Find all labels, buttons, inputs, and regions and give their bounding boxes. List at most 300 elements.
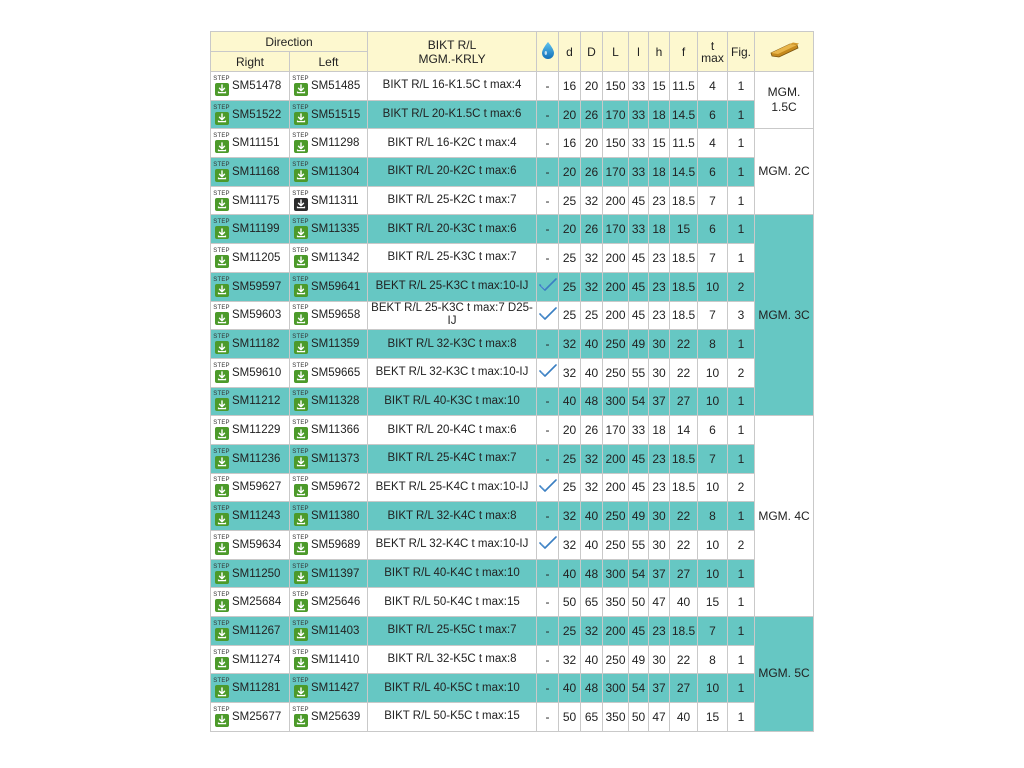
cell-f: 22 [670, 531, 698, 560]
right-code[interactable]: SM51522 [232, 108, 282, 121]
download-icon [215, 714, 229, 727]
cell-fig: 1 [728, 100, 755, 129]
cell-fig: 1 [728, 645, 755, 674]
step-download-icon[interactable]: STEP [293, 621, 308, 641]
download-icon [294, 628, 308, 641]
cell-L: 150 [603, 129, 629, 158]
table-row [211, 387, 814, 416]
step-download-icon[interactable]: STEP [214, 707, 229, 727]
cell-D: 40 [581, 330, 603, 359]
left-code[interactable]: SM11380 [311, 510, 360, 523]
coolant-cell: - [537, 244, 559, 273]
cell-L: 200 [603, 272, 629, 301]
step-download-icon[interactable]: STEP [214, 162, 229, 182]
cell-f: 40 [670, 588, 698, 617]
coolant-cell: - [537, 502, 559, 531]
cell-fig: 1 [728, 158, 755, 187]
step-download-icon[interactable]: STEP [293, 564, 308, 584]
step-download-icon[interactable]: STEP [293, 191, 308, 211]
cell-fig: 1 [728, 502, 755, 531]
download-icon [294, 341, 308, 354]
cell-t: 10 [698, 531, 728, 560]
cell-h: 30 [649, 330, 670, 359]
left-code-cell [290, 272, 368, 301]
step-download-icon[interactable]: STEP [214, 650, 229, 670]
product-table-container [210, 31, 813, 732]
table-row [211, 473, 814, 502]
cell-L: 250 [603, 645, 629, 674]
coolant-cell: - [537, 186, 559, 215]
cell-h: 23 [649, 617, 670, 646]
right-code[interactable]: SM59597 [232, 280, 282, 293]
insert-group-label: MGM. 1.5C [755, 72, 814, 129]
right-code[interactable]: SM11267 [232, 624, 281, 637]
left-code[interactable]: SM11403 [311, 624, 360, 637]
right-code-cell [211, 502, 290, 531]
cell-h: 23 [649, 272, 670, 301]
left-code-cell [290, 301, 368, 330]
cell-f: 18.5 [670, 473, 698, 502]
step-download-icon[interactable]: STEP [293, 219, 308, 239]
cell-t: 6 [698, 215, 728, 244]
cell-fig: 2 [728, 473, 755, 502]
left-code-cell [290, 674, 368, 703]
step-download-icon[interactable]: STEP [293, 477, 308, 497]
left-code-cell [290, 531, 368, 560]
step-download-icon[interactable]: STEP [214, 678, 229, 698]
left-code[interactable]: SM11298 [311, 137, 360, 150]
cell-t: 8 [698, 645, 728, 674]
right-code[interactable]: SM25684 [232, 596, 282, 609]
coolant-cell: - [537, 416, 559, 445]
download-icon [215, 169, 229, 182]
left-code[interactable]: SM59672 [311, 481, 361, 494]
direction-header: Direction [211, 32, 368, 52]
left-code[interactable]: SM11373 [311, 452, 360, 465]
step-download-icon[interactable]: STEP [214, 133, 229, 153]
table-row [211, 358, 814, 387]
product-description: BIKT R/L 32-K4C t max:8 [368, 502, 537, 531]
right-code[interactable]: SM59610 [232, 366, 282, 379]
left-code-cell [290, 129, 368, 158]
cell-fig: 1 [728, 444, 755, 473]
right-code[interactable]: SM11205 [232, 251, 281, 264]
cell-D: 48 [581, 674, 603, 703]
cell-h: 23 [649, 186, 670, 215]
step-download-icon[interactable]: STEP [214, 391, 229, 411]
right-code[interactable]: SM11168 [232, 165, 280, 178]
step-download-icon[interactable]: STEP [214, 535, 229, 555]
left-code[interactable]: SM11410 [311, 653, 360, 666]
cell-d: 25 [559, 617, 581, 646]
right-code-cell [211, 416, 290, 445]
left-code-cell [290, 215, 368, 244]
download-icon [215, 198, 229, 211]
step-download-icon[interactable]: STEP [293, 76, 308, 96]
step-download-icon[interactable]: STEP [214, 76, 229, 96]
cell-D: 32 [581, 272, 603, 301]
cell-l: 45 [629, 444, 649, 473]
step-download-icon[interactable]: STEP [293, 449, 308, 469]
table-row [211, 416, 814, 445]
download-icon [294, 714, 308, 727]
cell-fig: 1 [728, 588, 755, 617]
coolant-check-icon [537, 531, 559, 560]
left-code[interactable]: SM11304 [311, 165, 360, 178]
cell-L: 300 [603, 387, 629, 416]
cell-l: 54 [629, 559, 649, 588]
left-code-cell [290, 330, 368, 359]
cell-fig: 2 [728, 358, 755, 387]
download-icon [294, 226, 308, 239]
left-code-cell [290, 502, 368, 531]
step-download-icon[interactable]: STEP [293, 305, 308, 325]
step-download-icon[interactable]: STEP [214, 305, 229, 325]
left-code-cell [290, 244, 368, 273]
table-row [211, 244, 814, 273]
download-icon [294, 112, 308, 125]
cell-L: 250 [603, 502, 629, 531]
product-description: BIKT R/L 25-K2C t max:7 [368, 186, 537, 215]
step-download-icon[interactable]: STEP [293, 707, 308, 727]
right-code[interactable]: SM11229 [232, 424, 281, 437]
cell-L: 350 [603, 588, 629, 617]
cell-d: 16 [559, 129, 581, 158]
right-code-cell [211, 617, 290, 646]
cell-D: 26 [581, 158, 603, 187]
download-icon [294, 657, 308, 670]
download-icon [215, 140, 229, 153]
coolant-cell: - [537, 129, 559, 158]
cell-l: 33 [629, 416, 649, 445]
step-download-icon[interactable]: STEP [293, 391, 308, 411]
step-download-icon[interactable]: STEP [214, 334, 229, 354]
cell-l: 50 [629, 703, 649, 732]
right-code[interactable]: SM11175 [232, 194, 280, 207]
cell-h: 47 [649, 703, 670, 732]
right-code[interactable]: SM59627 [232, 481, 282, 494]
product-description: BEKT R/L 25-K3C t max:7 D25-IJ [368, 301, 537, 330]
insert-group-label: MGM. 4C [755, 416, 814, 617]
fig-header: Fig. [728, 32, 755, 72]
left-code-cell [290, 387, 368, 416]
cell-D: 26 [581, 416, 603, 445]
step-download-icon[interactable]: STEP [214, 363, 229, 383]
left-code-cell [290, 703, 368, 732]
step-download-icon[interactable]: STEP [293, 363, 308, 383]
product-description: BIKT R/L 32-K5C t max:8 [368, 645, 537, 674]
step-download-icon[interactable]: STEP [214, 564, 229, 584]
table-row [211, 72, 814, 101]
right-code-cell [211, 387, 290, 416]
step-download-icon[interactable]: STEP [214, 191, 229, 211]
product-description: BEKT R/L 32-K4C t max:10-IJ [368, 531, 537, 560]
cell-t: 6 [698, 100, 728, 129]
cell-d: 25 [559, 244, 581, 273]
f-header: f [670, 32, 698, 72]
cell-D: 25 [581, 301, 603, 330]
cell-d: 40 [559, 559, 581, 588]
download-icon [294, 140, 308, 153]
tmax-header [698, 32, 728, 72]
left-code[interactable]: SM59689 [311, 538, 361, 551]
cell-fig: 1 [728, 129, 755, 158]
left-code[interactable]: SM11328 [311, 395, 360, 408]
cell-f: 18.5 [670, 272, 698, 301]
cell-t: 10 [698, 559, 728, 588]
tmax-header-line1: t [710, 38, 715, 53]
product-description: BIKT R/L 32-K3C t max:8 [368, 330, 537, 359]
cell-l: 45 [629, 617, 649, 646]
right-code-cell [211, 531, 290, 560]
right-code[interactable]: SM11274 [232, 653, 281, 666]
step-download-icon[interactable]: STEP [214, 449, 229, 469]
download-icon [215, 456, 229, 469]
step-download-icon[interactable]: STEP [214, 219, 229, 239]
coolant-cell: - [537, 158, 559, 187]
product-description: BIKT R/L 20-K4C t max:6 [368, 416, 537, 445]
left-code[interactable]: SM11397 [311, 567, 360, 580]
step-download-icon[interactable]: STEP [214, 277, 229, 297]
step-download-icon[interactable]: STEP [214, 105, 229, 125]
step-download-icon[interactable]: STEP [214, 621, 229, 641]
cell-t: 10 [698, 674, 728, 703]
left-code-cell [290, 588, 368, 617]
cell-L: 200 [603, 186, 629, 215]
left-code[interactable]: SM11366 [311, 424, 360, 437]
cell-t: 6 [698, 158, 728, 187]
right-code[interactable]: SM11281 [232, 682, 281, 695]
cell-f: 18.5 [670, 244, 698, 273]
product-description: BEKT R/L 25-K3C t max:10-IJ [368, 272, 537, 301]
right-code[interactable]: SM11250 [232, 567, 281, 580]
download-icon [294, 427, 308, 440]
step-download-icon[interactable]: STEP [214, 420, 229, 440]
step-download-icon[interactable]: STEP [293, 105, 308, 125]
right-code-cell [211, 244, 290, 273]
download-icon [294, 571, 308, 584]
cell-fig: 2 [728, 531, 755, 560]
cell-fig: 2 [728, 272, 755, 301]
right-code-cell [211, 215, 290, 244]
step-download-icon[interactable]: STEP [293, 162, 308, 182]
cell-l: 49 [629, 645, 649, 674]
download-icon [215, 657, 229, 670]
cell-fig: 1 [728, 674, 755, 703]
cell-d: 50 [559, 703, 581, 732]
left-code[interactable]: SM11427 [311, 682, 360, 695]
cell-d: 20 [559, 416, 581, 445]
download-icon [215, 599, 229, 612]
cell-D: 26 [581, 215, 603, 244]
cell-l: 45 [629, 244, 649, 273]
left-code[interactable]: SM11335 [311, 223, 360, 236]
right-code[interactable]: SM11182 [232, 338, 280, 351]
cell-D: 32 [581, 617, 603, 646]
cell-fig: 3 [728, 301, 755, 330]
D-header: D [581, 32, 603, 72]
cell-h: 30 [649, 358, 670, 387]
left-code[interactable]: SM59641 [311, 280, 361, 293]
left-code[interactable]: SM51515 [311, 108, 361, 121]
cell-f: 22 [670, 358, 698, 387]
cell-L: 200 [603, 473, 629, 502]
product-header-line2: MGM.-KRLY [418, 51, 486, 66]
cell-d: 20 [559, 158, 581, 187]
download-icon [294, 398, 308, 411]
step-download-icon[interactable]: STEP [293, 678, 308, 698]
cell-l: 54 [629, 674, 649, 703]
cell-h: 18 [649, 100, 670, 129]
download-icon [215, 398, 229, 411]
table-row [211, 129, 814, 158]
cell-fig: 1 [728, 186, 755, 215]
product-header-line1: BIKT R/L [427, 37, 477, 52]
coolant-cell: - [537, 330, 559, 359]
right-code[interactable]: SM59634 [232, 538, 282, 551]
cell-d: 25 [559, 272, 581, 301]
step-download-icon[interactable]: STEP [293, 277, 308, 297]
step-download-icon[interactable]: STEP [293, 334, 308, 354]
download-icon [215, 571, 229, 584]
right-code[interactable]: SM11243 [232, 510, 281, 523]
coolant-cell: - [537, 444, 559, 473]
download-icon [215, 628, 229, 641]
cell-h: 37 [649, 387, 670, 416]
right-code[interactable]: SM11236 [232, 452, 281, 465]
step-download-icon[interactable]: STEP [293, 248, 308, 268]
cell-h: 18 [649, 416, 670, 445]
step-download-icon[interactable]: STEP [293, 420, 308, 440]
table-row [211, 301, 814, 330]
cell-h: 47 [649, 588, 670, 617]
download-icon [215, 284, 229, 297]
table-row [211, 158, 814, 187]
step-download-icon[interactable]: STEP [214, 477, 229, 497]
product-header [368, 32, 537, 72]
cell-h: 18 [649, 158, 670, 187]
cell-L: 200 [603, 244, 629, 273]
cell-f: 18.5 [670, 301, 698, 330]
product-description: BIKT R/L 25-K4C t max:7 [368, 444, 537, 473]
left-code[interactable]: SM25646 [311, 596, 361, 609]
cell-L: 200 [603, 617, 629, 646]
left-code-cell [290, 444, 368, 473]
step-download-icon[interactable]: STEP [214, 592, 229, 612]
cell-t: 7 [698, 244, 728, 273]
cell-l: 45 [629, 186, 649, 215]
coolant-cell: - [537, 387, 559, 416]
step-download-icon[interactable]: STEP [214, 506, 229, 526]
right-code[interactable]: SM11212 [232, 395, 281, 408]
table-row [211, 100, 814, 129]
right-code[interactable]: SM11199 [232, 223, 280, 236]
cell-d: 40 [559, 387, 581, 416]
cell-D: 32 [581, 473, 603, 502]
step-download-icon[interactable]: STEP [293, 506, 308, 526]
left-code[interactable]: SM51485 [311, 79, 361, 92]
left-code[interactable]: SM11359 [311, 338, 360, 351]
right-code[interactable]: SM11151 [232, 137, 280, 150]
step-download-icon[interactable]: STEP [293, 592, 308, 612]
download-icon [215, 312, 229, 325]
product-description: BIKT R/L 50-K4C t max:15 [368, 588, 537, 617]
table-row [211, 215, 814, 244]
cell-d: 32 [559, 502, 581, 531]
cell-D: 32 [581, 244, 603, 273]
left-code-cell [290, 186, 368, 215]
left-code-cell [290, 473, 368, 502]
h-header: h [649, 32, 670, 72]
step-download-icon[interactable]: STEP [293, 535, 308, 555]
coolant-cell: - [537, 215, 559, 244]
download-icon [215, 255, 229, 268]
step-download-icon[interactable]: STEP [293, 133, 308, 153]
cell-f: 22 [670, 645, 698, 674]
coolant-cell: - [537, 703, 559, 732]
cell-d: 50 [559, 588, 581, 617]
cell-D: 20 [581, 72, 603, 101]
cell-f: 11.5 [670, 129, 698, 158]
right-code-cell [211, 186, 290, 215]
cell-t: 6 [698, 416, 728, 445]
cell-f: 14.5 [670, 158, 698, 187]
insert-group-label: MGM. 2C [755, 129, 814, 215]
cell-D: 65 [581, 588, 603, 617]
water-drop-icon [537, 32, 559, 72]
left-code[interactable]: SM59665 [311, 366, 361, 379]
cell-l: 33 [629, 158, 649, 187]
cell-l: 49 [629, 502, 649, 531]
cell-d: 25 [559, 186, 581, 215]
cell-D: 65 [581, 703, 603, 732]
product-description: BIKT R/L 20-K3C t max:6 [368, 215, 537, 244]
cell-h: 23 [649, 301, 670, 330]
right-code[interactable]: SM51478 [232, 79, 282, 92]
product-description: BIKT R/L 40-K3C t max:10 [368, 387, 537, 416]
download-icon [215, 685, 229, 698]
cell-t: 10 [698, 473, 728, 502]
cell-l: 49 [629, 330, 649, 359]
cell-l: 45 [629, 473, 649, 502]
cell-d: 32 [559, 358, 581, 387]
left-code[interactable]: SM11342 [311, 251, 360, 264]
download-icon [215, 370, 229, 383]
right-code[interactable]: SM59603 [232, 309, 282, 322]
left-code[interactable]: SM11311 [311, 194, 359, 207]
cell-d: 32 [559, 330, 581, 359]
cell-L: 300 [603, 674, 629, 703]
cell-L: 200 [603, 301, 629, 330]
step-download-icon[interactable]: STEP [293, 650, 308, 670]
cell-t: 7 [698, 186, 728, 215]
cell-fig: 1 [728, 559, 755, 588]
right-code[interactable]: SM25677 [232, 710, 282, 723]
download-icon [294, 284, 308, 297]
cell-h: 18 [649, 215, 670, 244]
cell-f: 27 [670, 674, 698, 703]
cell-fig: 1 [728, 416, 755, 445]
step-download-icon[interactable]: STEP [214, 248, 229, 268]
left-code[interactable]: SM59658 [311, 309, 361, 322]
product-table [210, 31, 814, 732]
cell-l: 33 [629, 100, 649, 129]
cell-t: 4 [698, 72, 728, 101]
left-code[interactable]: SM25639 [311, 710, 361, 723]
cell-f: 40 [670, 703, 698, 732]
cell-h: 37 [649, 559, 670, 588]
table-row [211, 645, 814, 674]
